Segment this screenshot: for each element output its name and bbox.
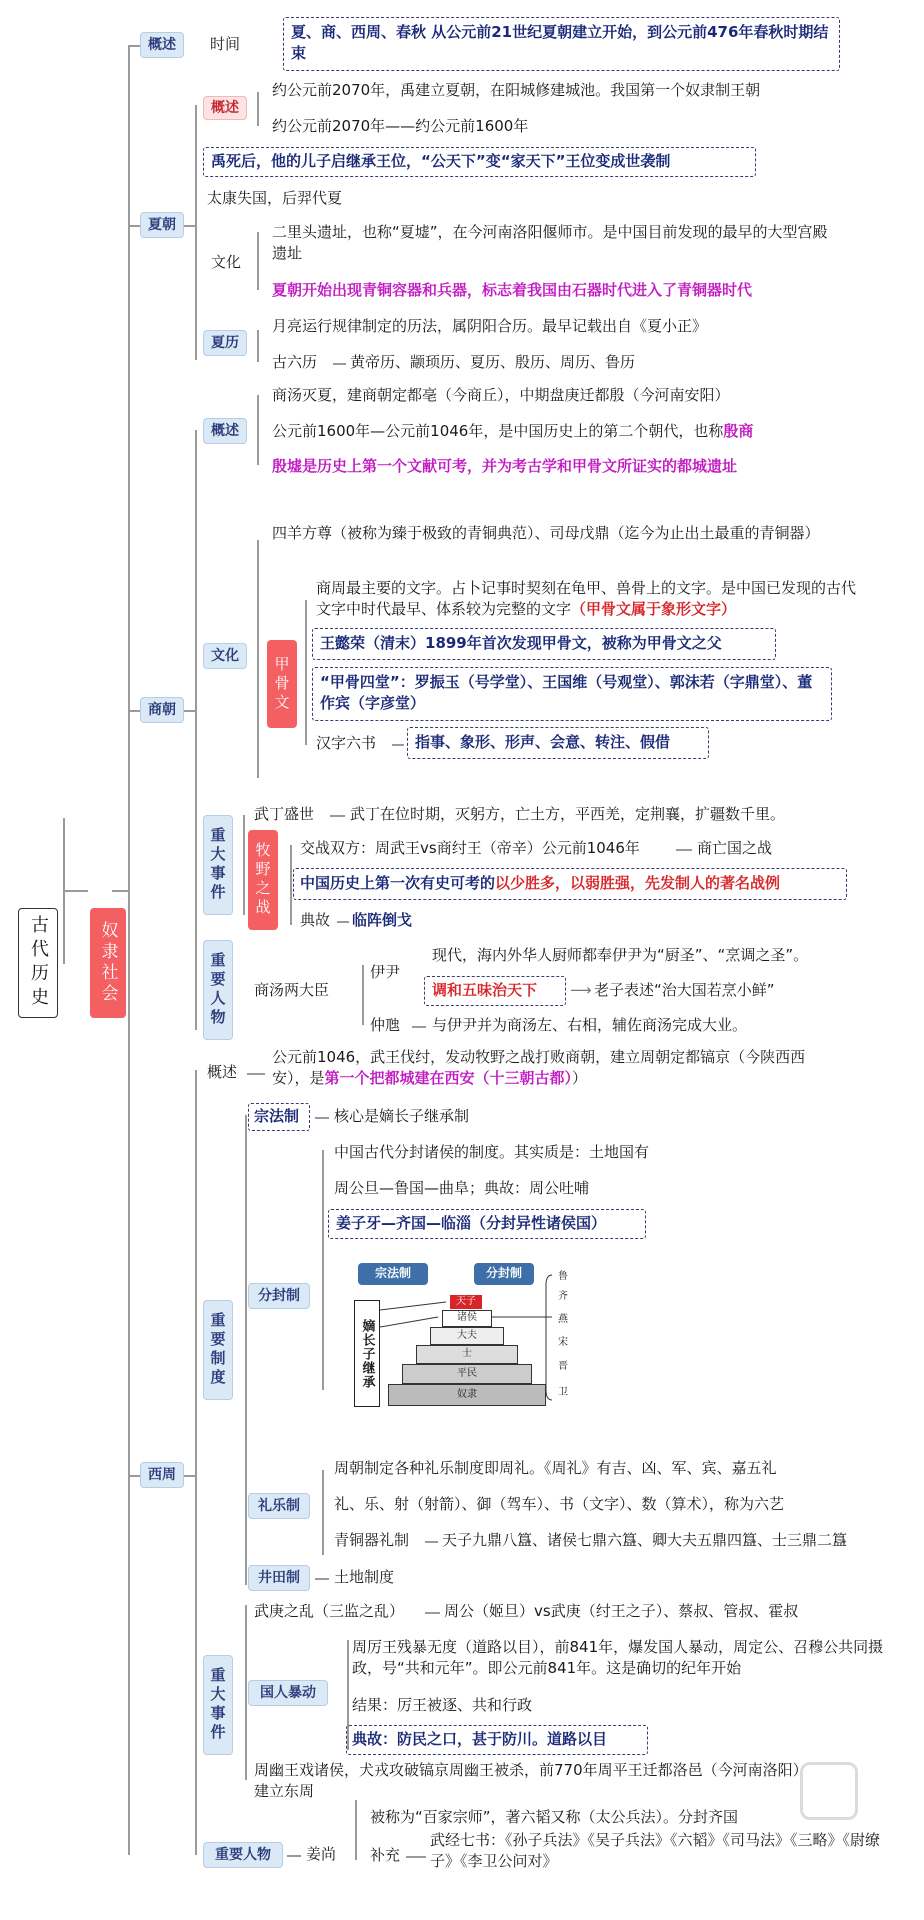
xia-calendar-1: 月亮运行规律制定的历法，属阴阳合历。最早记载出自《夏小正》 <box>272 317 708 335</box>
tree-line <box>112 890 128 892</box>
pyr-state-6: 卫 <box>558 1387 568 1398</box>
zongfa-text: 核心是嫡长子继承制 <box>334 1107 470 1125</box>
tree-line <box>183 225 195 227</box>
oracle-1b: （甲骨文属于象形文字） <box>571 600 737 618</box>
pyr-level-2: 诸侯 <box>442 1310 492 1327</box>
js-2: 武经七书：《孙子兵法》《吴子兵法》《六韬》《司马法》《三略》《尉缭子》《李卫公问对》 <box>430 1831 881 1870</box>
tree-line <box>128 710 140 712</box>
xia-culture-2: 夏朝开始出现青铜容器和兵器，标志着我国由石器时代进入了青铜器时代 <box>272 281 753 299</box>
oracle-4-label: 汉字六书 <box>316 734 377 752</box>
watermark-logo <box>800 1762 858 1820</box>
shang-gaishu-2 <box>272 421 753 442</box>
pyr-arrows <box>346 1255 586 1415</box>
shang-gaishu-2b: 殷商 <box>723 422 754 440</box>
xizhou-gaishu-b: 第一个把都城建在西安（十三朝古都） <box>324 1069 573 1087</box>
zhonghui-1: 与伊尹并为商汤左、右相，辅佐商汤完成大业。 <box>432 1016 748 1034</box>
xia-gaishu-tag: 概述 <box>203 96 247 120</box>
liyue-3-label: 青铜器礼制 <box>334 1531 410 1549</box>
fenfeng-3: 姜子牙—齐国—临淄（分封异性诸侯国） <box>336 1214 607 1232</box>
zhonghui-label: 仲虺 <box>370 1016 401 1034</box>
js-2-label: 补充 <box>370 1846 401 1864</box>
society-node: 奴隶社会 <box>90 908 126 1018</box>
liyue-3: 天子九鼎八簋、诸侯七鼎六簋、卿大夫五鼎四簋、士三鼎二簋 <box>442 1531 848 1549</box>
jingtian-tag: 井田制 <box>248 1565 310 1591</box>
overview-tag: 概述 <box>140 32 184 58</box>
tree-line <box>245 1605 247 1780</box>
muye-2a: 中国历史上第一次有史可考的 <box>300 874 496 892</box>
shang-events-tag: 重大事件 <box>203 815 233 915</box>
js-1: 被称为“百家宗师”，著六韬又称（太公兵法）。分封齐国 <box>370 1808 739 1826</box>
yiyin-3: 老子表述“治大国若烹小鲜” <box>594 981 775 999</box>
guoren-1: 周厉王残暴无度（道路以目），前841年，爆发国人暴动，周定公、召穆公共同摄政，号“共和元年”。即公元前841年。这是确切的纪年开始 <box>352 1638 884 1677</box>
connector <box>406 1856 426 1858</box>
pyr-state-2: 齐 <box>558 1291 568 1302</box>
tree-line <box>195 105 197 360</box>
shang-gaishu-2a: 公元前1600年—公元前1046年，是中国历史上的第二个朝代，也称 <box>272 422 724 440</box>
oracle-1 <box>316 578 856 620</box>
xia-culture-1: 二里头遗址，也称“夏墟”，在今河南洛阳偃师市。是中国目前发现的最早的大型宫殿遗址 <box>272 223 828 262</box>
xia-gaishu-1: 约公元前2070年，禹建立夏朝，在阳城修建城池。我国第一个奴隶制王朝 <box>272 81 761 99</box>
liyue-2: 礼、乐、射（射箭）、御（驾车）、书（文字）、数（算术），称为六艺 <box>334 1495 785 1513</box>
xizhou-people-tag: 重要人物 <box>203 1842 283 1868</box>
tree-line <box>128 1475 140 1477</box>
fenfeng-1: 中国古代分封诸侯的制度。其实质是：土地国有 <box>334 1143 650 1161</box>
guoren-3: 典故：防民之口，甚于防川。道路以目 <box>352 1730 608 1748</box>
fenfeng-2: 周公旦—鲁国—曲阜；典故：周公吐哺 <box>334 1179 590 1197</box>
shang-culture-tag: 文化 <box>203 643 247 669</box>
xia-succession: 禹死后，他的儿子启继承王位，“公天下”变“家天下”王位变成世袭制 <box>211 152 671 170</box>
oracle-2: 王懿荣（清末）1899年首次发现甲骨文，被称为甲骨文之父 <box>320 634 722 652</box>
tree-line <box>362 965 364 1025</box>
connector <box>412 1026 426 1028</box>
yiyin-arrow: ⟶ <box>570 981 592 999</box>
tree-line <box>128 45 130 1855</box>
guoren-tag: 国人暴动 <box>248 1680 328 1706</box>
connector <box>333 363 346 365</box>
ministers-label: 商汤两大臣 <box>254 981 330 999</box>
pyr-level-3: 大夫 <box>430 1327 504 1345</box>
muye-tag: 牧野之战 <box>248 830 278 930</box>
muye-2b: 以少胜多，以弱胜强，先发制人的著名战例 <box>495 874 781 892</box>
muye-1b: 商亡国之战 <box>697 839 773 857</box>
connector <box>425 1612 440 1614</box>
connector <box>337 921 349 923</box>
oracle-3: “甲骨四堂”：罗振玉（号学堂）、王国维（号观堂）、郭沫若（字鼎堂）、董作宾（字彦堂） <box>320 673 813 712</box>
xia-culture-tag: 文化 <box>211 253 242 271</box>
liyue-1: 周朝制定各种礼乐制度即周礼。《周礼》有吉、凶、军、宾、嘉五礼 <box>334 1459 777 1477</box>
xizhou-events-tag: 重大事件 <box>203 1655 233 1755</box>
jiangshang-label: 姜尚 <box>306 1845 337 1863</box>
tree-line <box>245 1115 247 1585</box>
guoren-2: 结果：厉王被逐、共和行政 <box>352 1696 533 1714</box>
pyr-dizhang-label: 嫡长子继承 <box>354 1300 380 1407</box>
tree-line <box>290 845 292 925</box>
oracle-4: 指事、象形、形声、会意、转注、假借 <box>415 733 671 751</box>
yiyin-label: 伊尹 <box>370 963 401 981</box>
liyue-tag: 礼乐制 <box>248 1493 310 1519</box>
tree-line <box>183 710 195 712</box>
tree-line <box>257 92 259 126</box>
shang-gaishu-tag: 概述 <box>203 418 247 444</box>
shang-people-tag: 重要人物 <box>203 940 233 1040</box>
pyr-level-4: 士 <box>416 1345 518 1364</box>
tree-line <box>243 815 245 915</box>
time-label: 时间 <box>210 35 241 53</box>
yiyin-1: 现代，海内外华人厨师都奉伊尹为“厨圣”、“烹调之圣”。 <box>432 946 809 964</box>
shang-tag: 商朝 <box>140 697 184 723</box>
tree-line <box>305 600 307 745</box>
pyr-zongfa-label: 宗法制 <box>358 1263 428 1285</box>
oracle-tag: 甲骨文 <box>267 640 297 728</box>
pyr-state-3: 燕 <box>558 1314 568 1325</box>
muye-3: 临阵倒戈 <box>352 911 413 929</box>
wugeng-text: 周公（姬旦）vs武庚（纣王之子）、蔡叔、管叔、霍叔 <box>444 1602 799 1620</box>
tree-line <box>355 1800 357 1860</box>
xia-gaishu-2: 约公元前2070年——约公元前1600年 <box>272 117 529 135</box>
tree-line <box>257 232 259 290</box>
xia-taikang: 太康失国，后羿代夏 <box>207 189 343 207</box>
root-node: 古代历史 <box>18 908 58 1018</box>
pyr-level-5: 平民 <box>402 1364 532 1384</box>
pyr-fenfeng-label: 分封制 <box>474 1263 534 1285</box>
youwang: 周幽王戏诸侯，犬戎攻破镐京周幽王被杀，前770年周平王迁都洛邑（今河南洛阳）建立东周 <box>254 1761 808 1800</box>
pyr-level-6: 奴隶 <box>388 1384 546 1406</box>
connector <box>392 744 404 746</box>
muye-3-label: 典故 <box>300 911 331 929</box>
tree-line <box>257 330 259 362</box>
tree-line <box>322 1470 324 1555</box>
wugeng-label: 武庚之乱（三监之乱） <box>254 1602 405 1620</box>
wuding-label: 武丁盛世 <box>254 805 315 823</box>
xizhou-systems-tag: 重要制度 <box>203 1300 233 1400</box>
muye-2 <box>300 873 780 894</box>
pyr-state-1: 鲁 <box>558 1271 568 1282</box>
pyramid-diagram <box>346 1255 586 1415</box>
shang-gaishu-1: 商汤灭夏，建商朝定都亳（今商丘），中期盘庚迁都殷（今河南安阳） <box>272 386 730 404</box>
wuding-text: 武丁在位时期，灭躬方，亡土方，平西羌，定荆襄，扩疆数千里。 <box>350 805 786 823</box>
zongfa-tag: 宗法制 <box>254 1107 300 1125</box>
tree-line <box>257 395 259 465</box>
connector <box>247 1073 265 1075</box>
tree-line <box>195 430 197 1030</box>
xizhou-gaishu: 公元前1046，武王伐纣，发动牧野之战打败商朝，建立周朝定都镐京（今陕西西安），是第一个把都城建在西安（十三朝古都）） <box>272 1048 806 1087</box>
connector <box>287 1855 301 1857</box>
pyr-level-1: 天子 <box>450 1295 482 1309</box>
connector <box>315 1117 329 1119</box>
shang-gaishu-3: 殷墟是历史上第一个文献可考，并为考古学和甲骨文所证实的都城遗址 <box>272 457 738 475</box>
xizhou-gaishu-a: 公元前1046，武王伐纣，发动牧野之战打败商朝，建立周朝定都镐京（今陕西西安），是 <box>272 1048 806 1087</box>
xia-calendar-2: 黄帝历、颛顼历、夏历、殷历、周历、鲁历 <box>350 353 636 371</box>
yiyin-2: 调和五味治天下 <box>432 981 538 999</box>
connector <box>676 849 692 851</box>
tree-line <box>195 1070 197 1855</box>
connector <box>315 1578 329 1580</box>
connector <box>330 815 345 817</box>
jingtian-text: 土地制度 <box>334 1568 395 1586</box>
pyr-state-4: 宋 <box>558 1337 568 1348</box>
oracle-1a: 商周最主要的文字。占卜记事时契刻在龟甲、兽骨上的文字。是中国已发现的古代文字中时代最早、体系较为完整的文字 <box>316 579 857 618</box>
tree-line <box>257 540 259 778</box>
xizhou-tag: 西周 <box>140 1462 184 1488</box>
tree-line <box>63 890 88 892</box>
xia-tag: 夏朝 <box>140 212 184 238</box>
xizhou-gaishu-label: 概述 <box>207 1063 238 1081</box>
tree-line <box>128 225 140 227</box>
connector <box>425 1541 438 1543</box>
shang-culture-1: 四羊方尊（被称为臻于极致的青铜典范）、司母戊鼎（迄今为止出土最重的青铜器） <box>272 524 820 542</box>
fenfeng-tag: 分封制 <box>248 1283 310 1309</box>
xia-calendar-tag: 夏历 <box>203 330 247 356</box>
xia-calendar-2-label: 古六历 <box>272 353 318 371</box>
tree-line <box>128 45 140 47</box>
time-text: 夏、商、西周、春秋 从公元前21世纪夏朝建立开始，到公元前476年春秋时期结束 <box>291 23 829 62</box>
muye-1a: 交战双方：周武王vs商纣王（帝辛）公元前1046年 <box>300 839 640 857</box>
tree-line <box>322 1150 324 1390</box>
pyr-state-5: 晋 <box>558 1361 568 1372</box>
tree-line <box>183 1475 195 1477</box>
